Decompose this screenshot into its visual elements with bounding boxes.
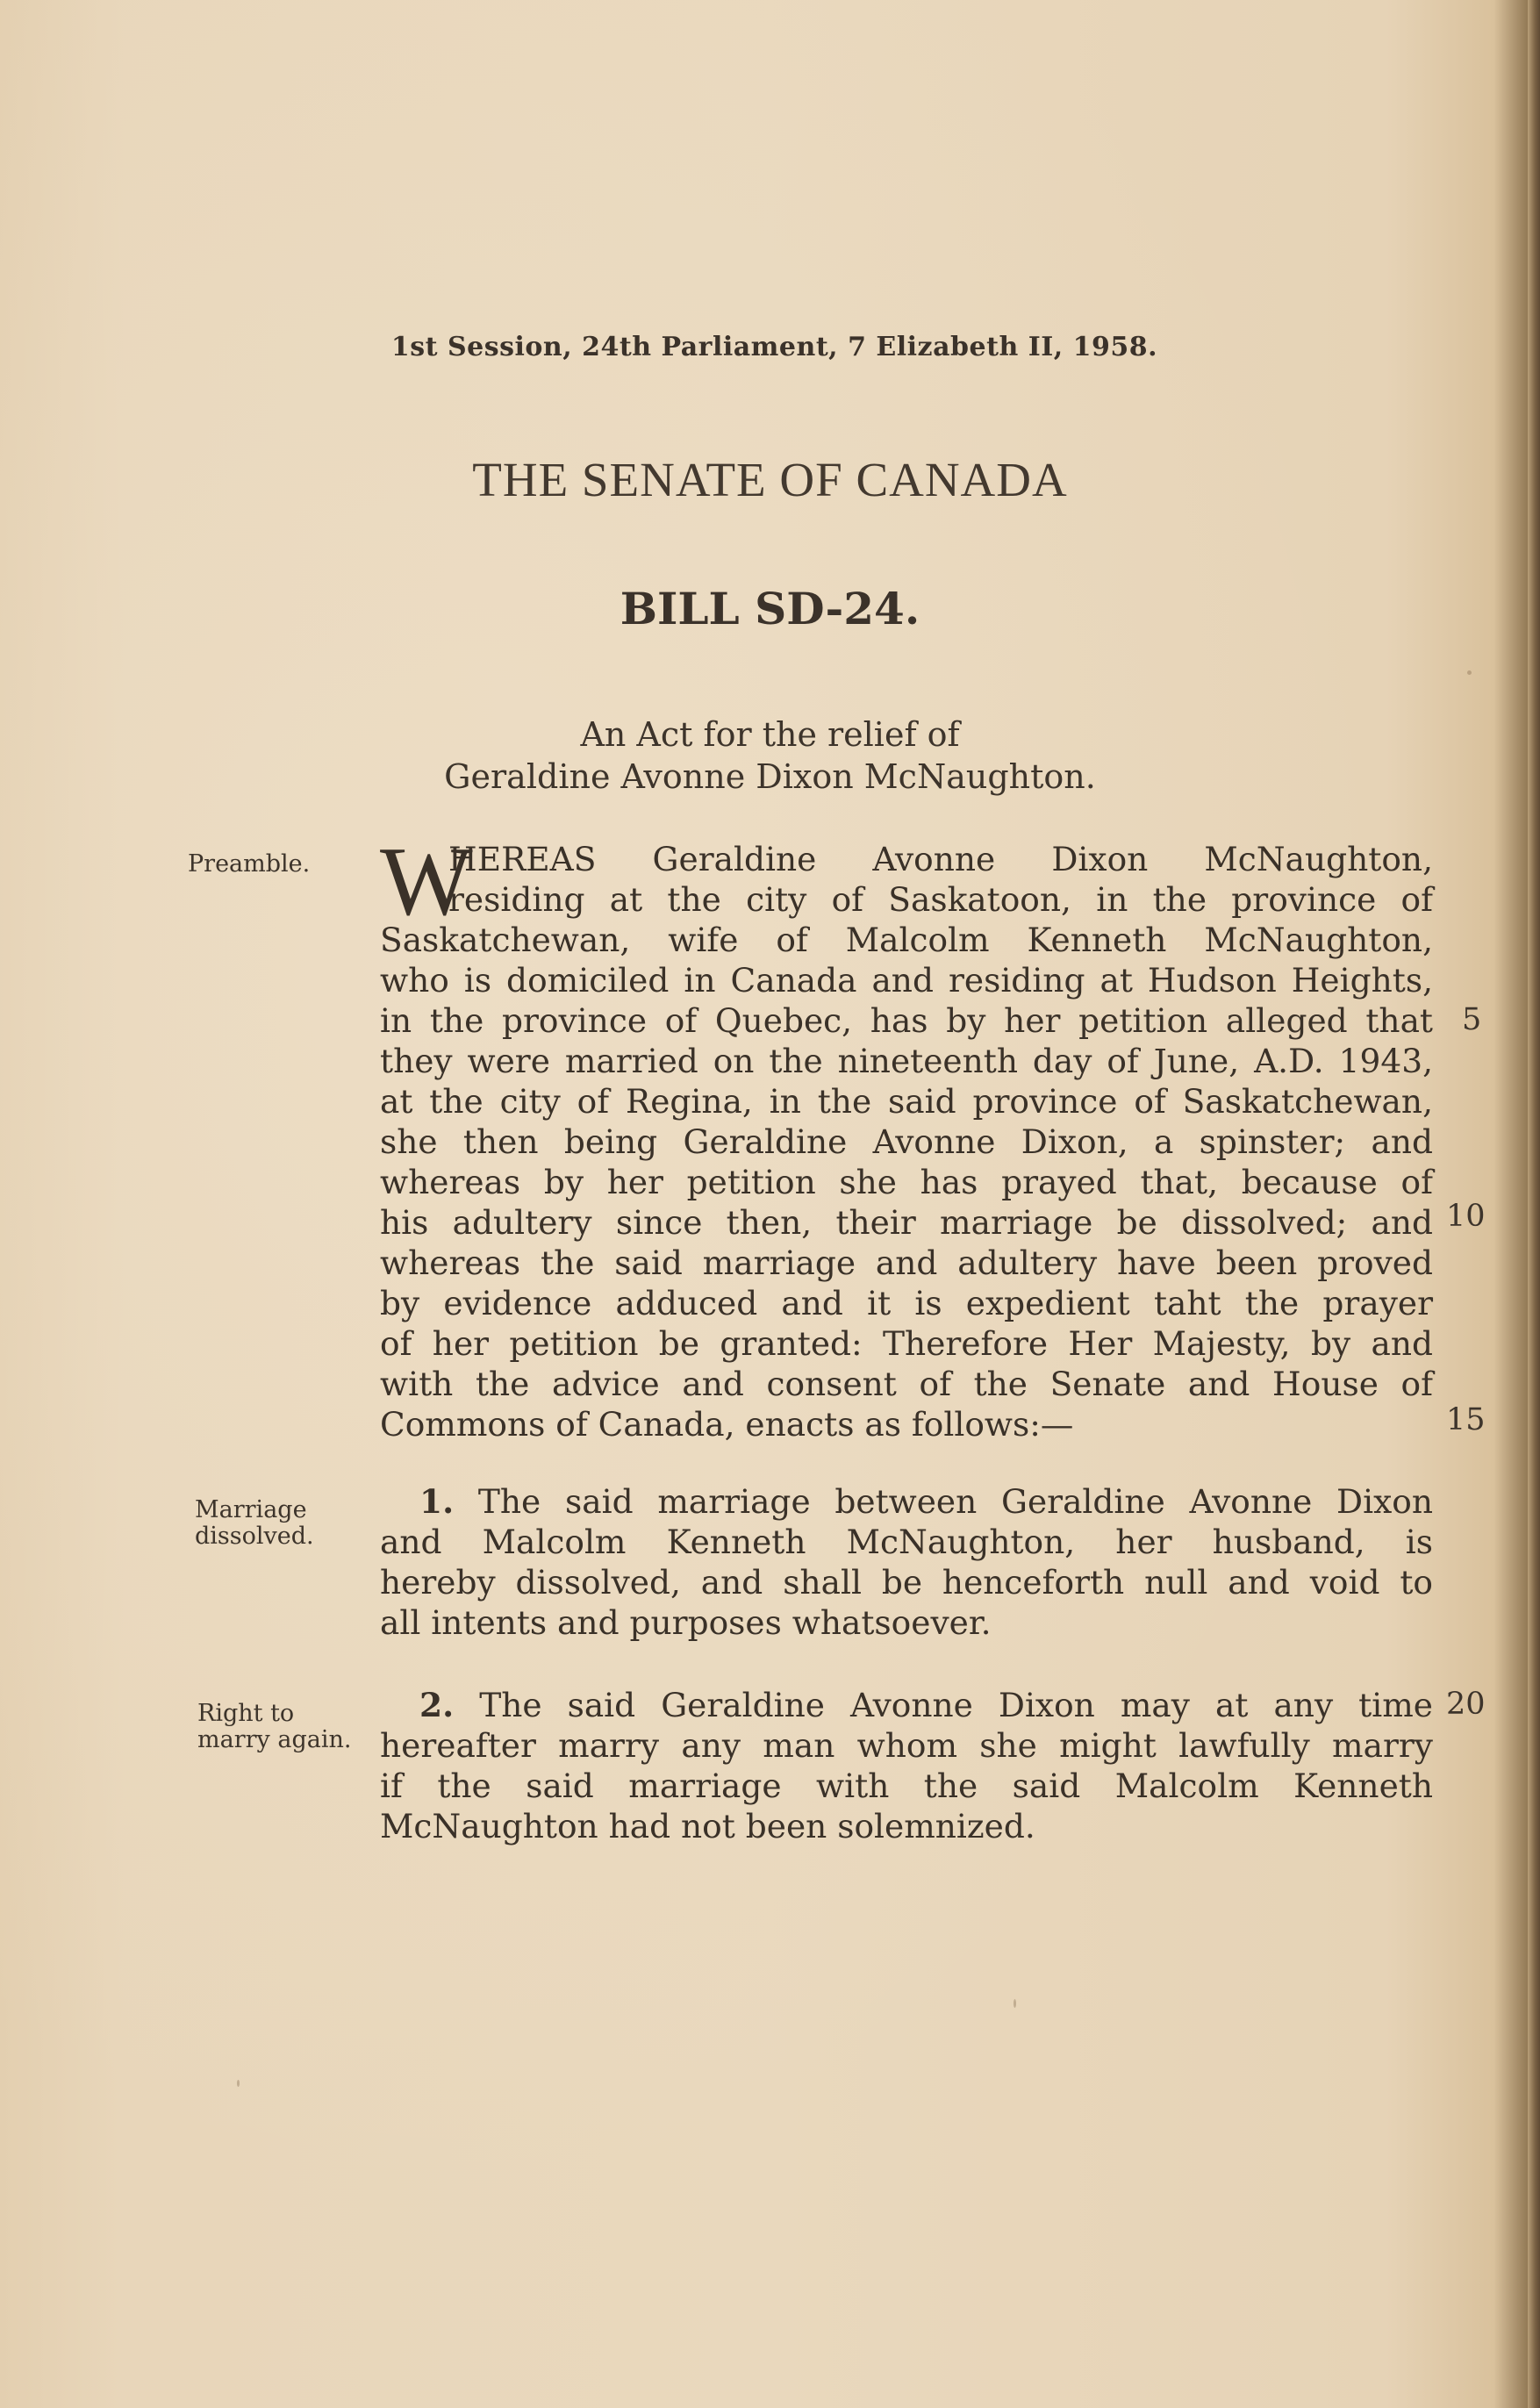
line-number-20: 20 [1446,1687,1486,1722]
preamble-line: Commons of Canada, enacts as follows:— [380,1405,1074,1444]
line-number-5: 5 [1462,1002,1482,1037]
preamble-line: at the city of Regina, in the said province of Saskatchewan, [380,1082,1433,1121]
bill-number: BILL SD-24. [620,583,920,634]
margin-note-preamble: Preamble. [188,850,311,878]
preamble-paragraph [380,828,1433,1444]
session-line: 1st Session, 24th Parliament, 7 Elizabeth II, 1958. [390,332,1158,362]
preamble-line: in the province of Quebec, has by her petition alleged that [380,1001,1433,1040]
section-1-line: and Malcolm Kenneth McNaughton, her husband, is [380,1523,1433,1561]
section-1-line: hereby dissolved, and shall be henceforth null and void to [380,1563,1433,1602]
preamble-line: whereas by her petition she has prayed that, because of [380,1163,1433,1201]
preamble-line: HEREAS Geraldine Avonne Dixon McNaughton, [448,840,1433,878]
margin-note-right-to-marry [197,1701,373,1753]
section-2-line [380,1685,1433,1725]
paper-speck [1425,1176,1429,1179]
act-title-line-1: An Act for the relief of [580,715,960,754]
section-2-line: McNaughton had not been solemnized. [380,1807,1035,1845]
preamble-line: she then being Geraldine Avonne Dixon, a spinster; and [380,1122,1433,1161]
act-title [0,713,1540,798]
section-2-paragraph [380,1685,1433,1846]
section-1-line-1-text: The said marriage between Geraldine Avonne Dixon [454,1482,1433,1521]
preamble-line: Saskatchewan, wife of Malcolm Kenneth McNaughton, [380,921,1433,959]
preamble-line: with the advice and consent of the Senate and House of [380,1365,1433,1403]
section-2-line: hereafter marry any man whom she might lawfully marry [380,1726,1433,1765]
margin-note-right-line-2: marry again. [197,1726,352,1753]
section-1-line [380,1481,1433,1522]
margin-note-marriage-line-1: Marriage [195,1496,307,1523]
preamble-line: they were married on the nineteenth day of June, A.D. 1943, [380,1042,1433,1080]
section-2-line-1-text: The said Geraldine Avonne Dixon may at any time [454,1686,1433,1724]
preamble-dropcap: W [380,828,473,936]
section-1-paragraph [380,1481,1433,1643]
margin-note-marriage-line-2: dissolved. [195,1523,314,1550]
margin-note-right-line-1: Right to [197,1700,295,1727]
section-1-line: all intents and purposes whatsoever. [380,1603,992,1642]
preamble-line: whereas the said marriage and adultery have been proved [380,1243,1433,1282]
preamble-line: residing at the city of Saskatoon, in the province of [448,880,1433,919]
preamble-line: of her petition be granted: Therefore Her Majesty, by and [380,1324,1433,1363]
preamble-line: by evidence adduced and it is expedient taht the prayer [380,1284,1433,1322]
section-1-number: 1. [419,1482,455,1521]
paper-speck [1014,1999,1016,2008]
margin-note-marriage-dissolved [195,1497,370,1550]
act-title-line-2: Geraldine Avonne Dixon McNaughton. [444,757,1096,796]
paper-speck [1467,670,1472,675]
line-number-15: 15 [1446,1402,1486,1437]
paper-speck [237,2080,240,2087]
preamble-line: his adultery since then, their marriage be dissolved; and [380,1203,1433,1242]
preamble-line: who is domiciled in Canada and residing at Hudson Heights, [380,961,1433,1000]
house-title: THE SENATE OF CANADA [472,453,1068,506]
section-2-line: if the said marriage with the said Malcolm Kenneth [380,1767,1433,1805]
line-number-10: 10 [1446,1199,1486,1234]
section-2-number: 2. [419,1686,455,1724]
